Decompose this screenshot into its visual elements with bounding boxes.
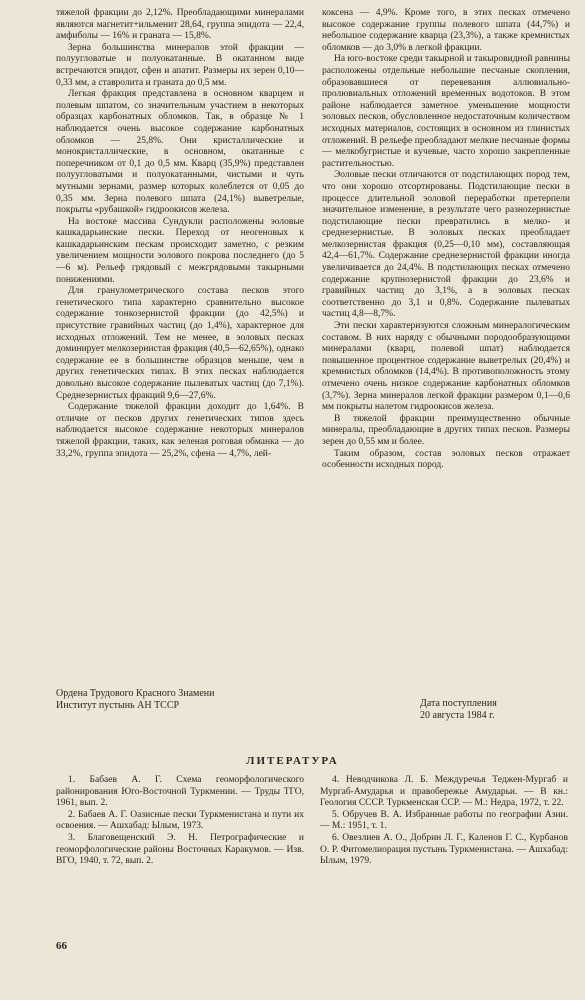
left-text-column xyxy=(56,8,304,460)
references-right xyxy=(320,775,568,868)
reference-item: 1. Бабаев А. Г. Схема геоморфологического районирования Юго-Восточной Туркмении. — Труды ТГО, 1961, вып. 2. xyxy=(56,775,304,809)
paragraph: тяжелой фракции до 2,12%. Преобладающими минералами являются магнетит+ильменит 28,64, группа эпидота — 22,4, амфиболы — 16% и граната — 15,8%. xyxy=(56,8,304,42)
paragraph: Содержание тяжелой фракции доходит до 1,64%. В отличие от песков других генетических типов здесь наблюдается высокое содержание некоторых минералов тяжелой фракции, таких, как зеленая роговая обманка — до 33,2%, группа эпидота — 25,2%, сфена — 4,7%, лей- xyxy=(56,402,304,459)
references-left xyxy=(56,775,304,868)
paragraph: Зерна большинства минералов этой фракции — полуугловатые и полуокатанные. В окатанном виде встречаются эпидот, сфен и апатит. Размеры их зерен 0,10—0,33 мм, а ставролита и граната до 0,5 мм. xyxy=(56,42,304,88)
paragraph: В тяжелой фракции преимущественно обычные минералы, преобладающие в других типах песков. Размеры зерен до 0,55 мм и более. xyxy=(322,413,570,447)
reference-item: 6. Овезлиев А. О., Добрин Л. Г., Каленов Г. С., Курбанов О. Р. Фитомелиорация пустынь Туркменистана. — Ашхабад: Ылым, 1979. xyxy=(320,832,568,867)
received-label: Дата поступления xyxy=(420,698,497,709)
paragraph: Для гранулометрического состава песков этого генетического типа характерно сравнительно высокое содержание тонкозернистой фракции (до 42,5%) и присутствие гравийных частиц (до 1,4%), характерное для исходных отложений. Тем не менее, в эоловых песках доминирует мелкозернистая фракция (40,5—62,65%), однако содержание ее в большинстве образцов меньше, чем в других генетических типах. В этих песках наблюдается довольно высокое содержание пылеватых частиц (до 7,1%). Среднезернистых фракций 9,6—27,6%. xyxy=(56,286,304,401)
received-value: 20 августа 1984 г. xyxy=(420,710,495,721)
paragraph: На юго-востоке среди такырной и такыровидной равнины расположены отдельные небольшие песчаные скопления, образовавшиеся от перевевания аллювиально-пролювиальных отложений временных водотоков. В этом районе наблюдается заметное уменьшение мощности эоловых песков, обусловленное недостаточным количеством исходных материалов, состоящих в основном из глинистых отложений. В рельефе преобладают мелкие песчаные формы — мелкобугристые и кучевые, часто хорошо закрепленные растительностью. xyxy=(322,54,570,169)
institution-line: Ордена Трудового Красного Знамени xyxy=(56,688,215,699)
institution-affiliation xyxy=(56,688,306,712)
literature-heading: ЛИТЕРАТУРА xyxy=(246,755,339,767)
reference-item: 4. Неводчикова Л. Б. Междуречья Теджен-Мургаб и Мургаб-Амударья и правобережье Амударьи. — В кн.: Геология СССР. Туркменская ССР. — М.: Недра, 1972, т. 22. xyxy=(320,775,568,809)
paragraph: Легкая фракция представлена в основном кварцем и полевым шпатом, со значительным участием в некоторых образцах карбонатных обломков. Так, в образце № 1 наблюдается очень высокое содержание карбонатных обломков — 25,8%. Они кристаллические и монокристаллические, в основном, окатанные с поперечником от 0,1 до 0,5 мм. Кварц (35,9%) представлен полуугловатыми и полуокатанными, чистыми и чуть мутными зернами, размер которых колеблется от 0,05 до 0,35 мм. Зерна полевого шпата (24,1%) выветрелые, покрыты «рубашкой» гидроокисов железа. xyxy=(56,89,304,216)
paragraph: На востоке массива Сундукли расположены эоловые кашкадарьинские пески. Переход от неогеновых к кашкадарьинским пескам происходит заметно, с резким увеличением мощности эолового покрова последнего (до 5—6 м). Рельеф грядовый с межгрядовыми такырными понижениями. xyxy=(56,216,304,285)
reference-item: 3. Благовещенский Э. Н. Петрографические и геоморфологические районы Восточных Каракумов. — Изв. ВГО, 1940, т. 72, вып. 2. xyxy=(56,832,304,867)
paragraph: Таким образом, состав эоловых песков отражает особенности исходных пород. xyxy=(322,448,570,471)
paragraph: коксена — 4,9%. Кроме того, в этих песках отмечено высокое содержание группы полевого шпата (44,7%) и небольшое содержание кварца (23,3%), а также кремнистых обломков — до 3,0% в легкой фракции. xyxy=(322,8,570,53)
institution-line: Институт пустынь АН ТССР xyxy=(56,700,180,711)
reference-item: 5. Обручев В. А. Избранные работы по географии Азии. — М.: 1951, т. 1. xyxy=(320,809,568,832)
right-text-column xyxy=(322,8,570,472)
paragraph: Эти пески характеризуются сложным минералогическим составом. В них наряду с обычными породообразующими минералами (кварц, полевой шпат) наблюдается повышенное процентное содержание выветрелых (20,4%) и кремнистых обломков (14,4%). В противоположность этому отмечено очень низкое содержание карбонатных обломков (3,7%). Зерна минералов легкой фракции размером 0,1—0,6 мм покрыты налетом гидроокисов железа. xyxy=(322,321,570,413)
paragraph: Эоловые пески отличаются от подстилающих пород тем, что они хорошо отсортированы. Подстилающие пески в процессе длительной эоловой переработки претерпели значительное изменение, в результате чего разноzернистые подстилающие пески превратились в мелко- и среднезернистые. В эоловых песках преобладает мелкозернистая фракция (0,25—0,10 мм), составляющая 42,4—61,7%. Содержание среднезернистой фракции иногда увеличивается до 24,4%. В подстилающих песках отмечено содержание крупнозернистой фракции до 23,6% и гравийных частиц до 3,1%, а в эоловых песках соответственно до 3,1 и 0,8%. Содержание пылеватых частиц 4,8—8,7%. xyxy=(322,170,570,320)
received-date xyxy=(420,698,560,722)
reference-item: 2. Бабаев А. Г. Оазисные пески Туркменистана и пути их освоения. — Ашхабад: Ылым, 1973. xyxy=(56,809,304,832)
page-number: 66 xyxy=(56,940,67,952)
